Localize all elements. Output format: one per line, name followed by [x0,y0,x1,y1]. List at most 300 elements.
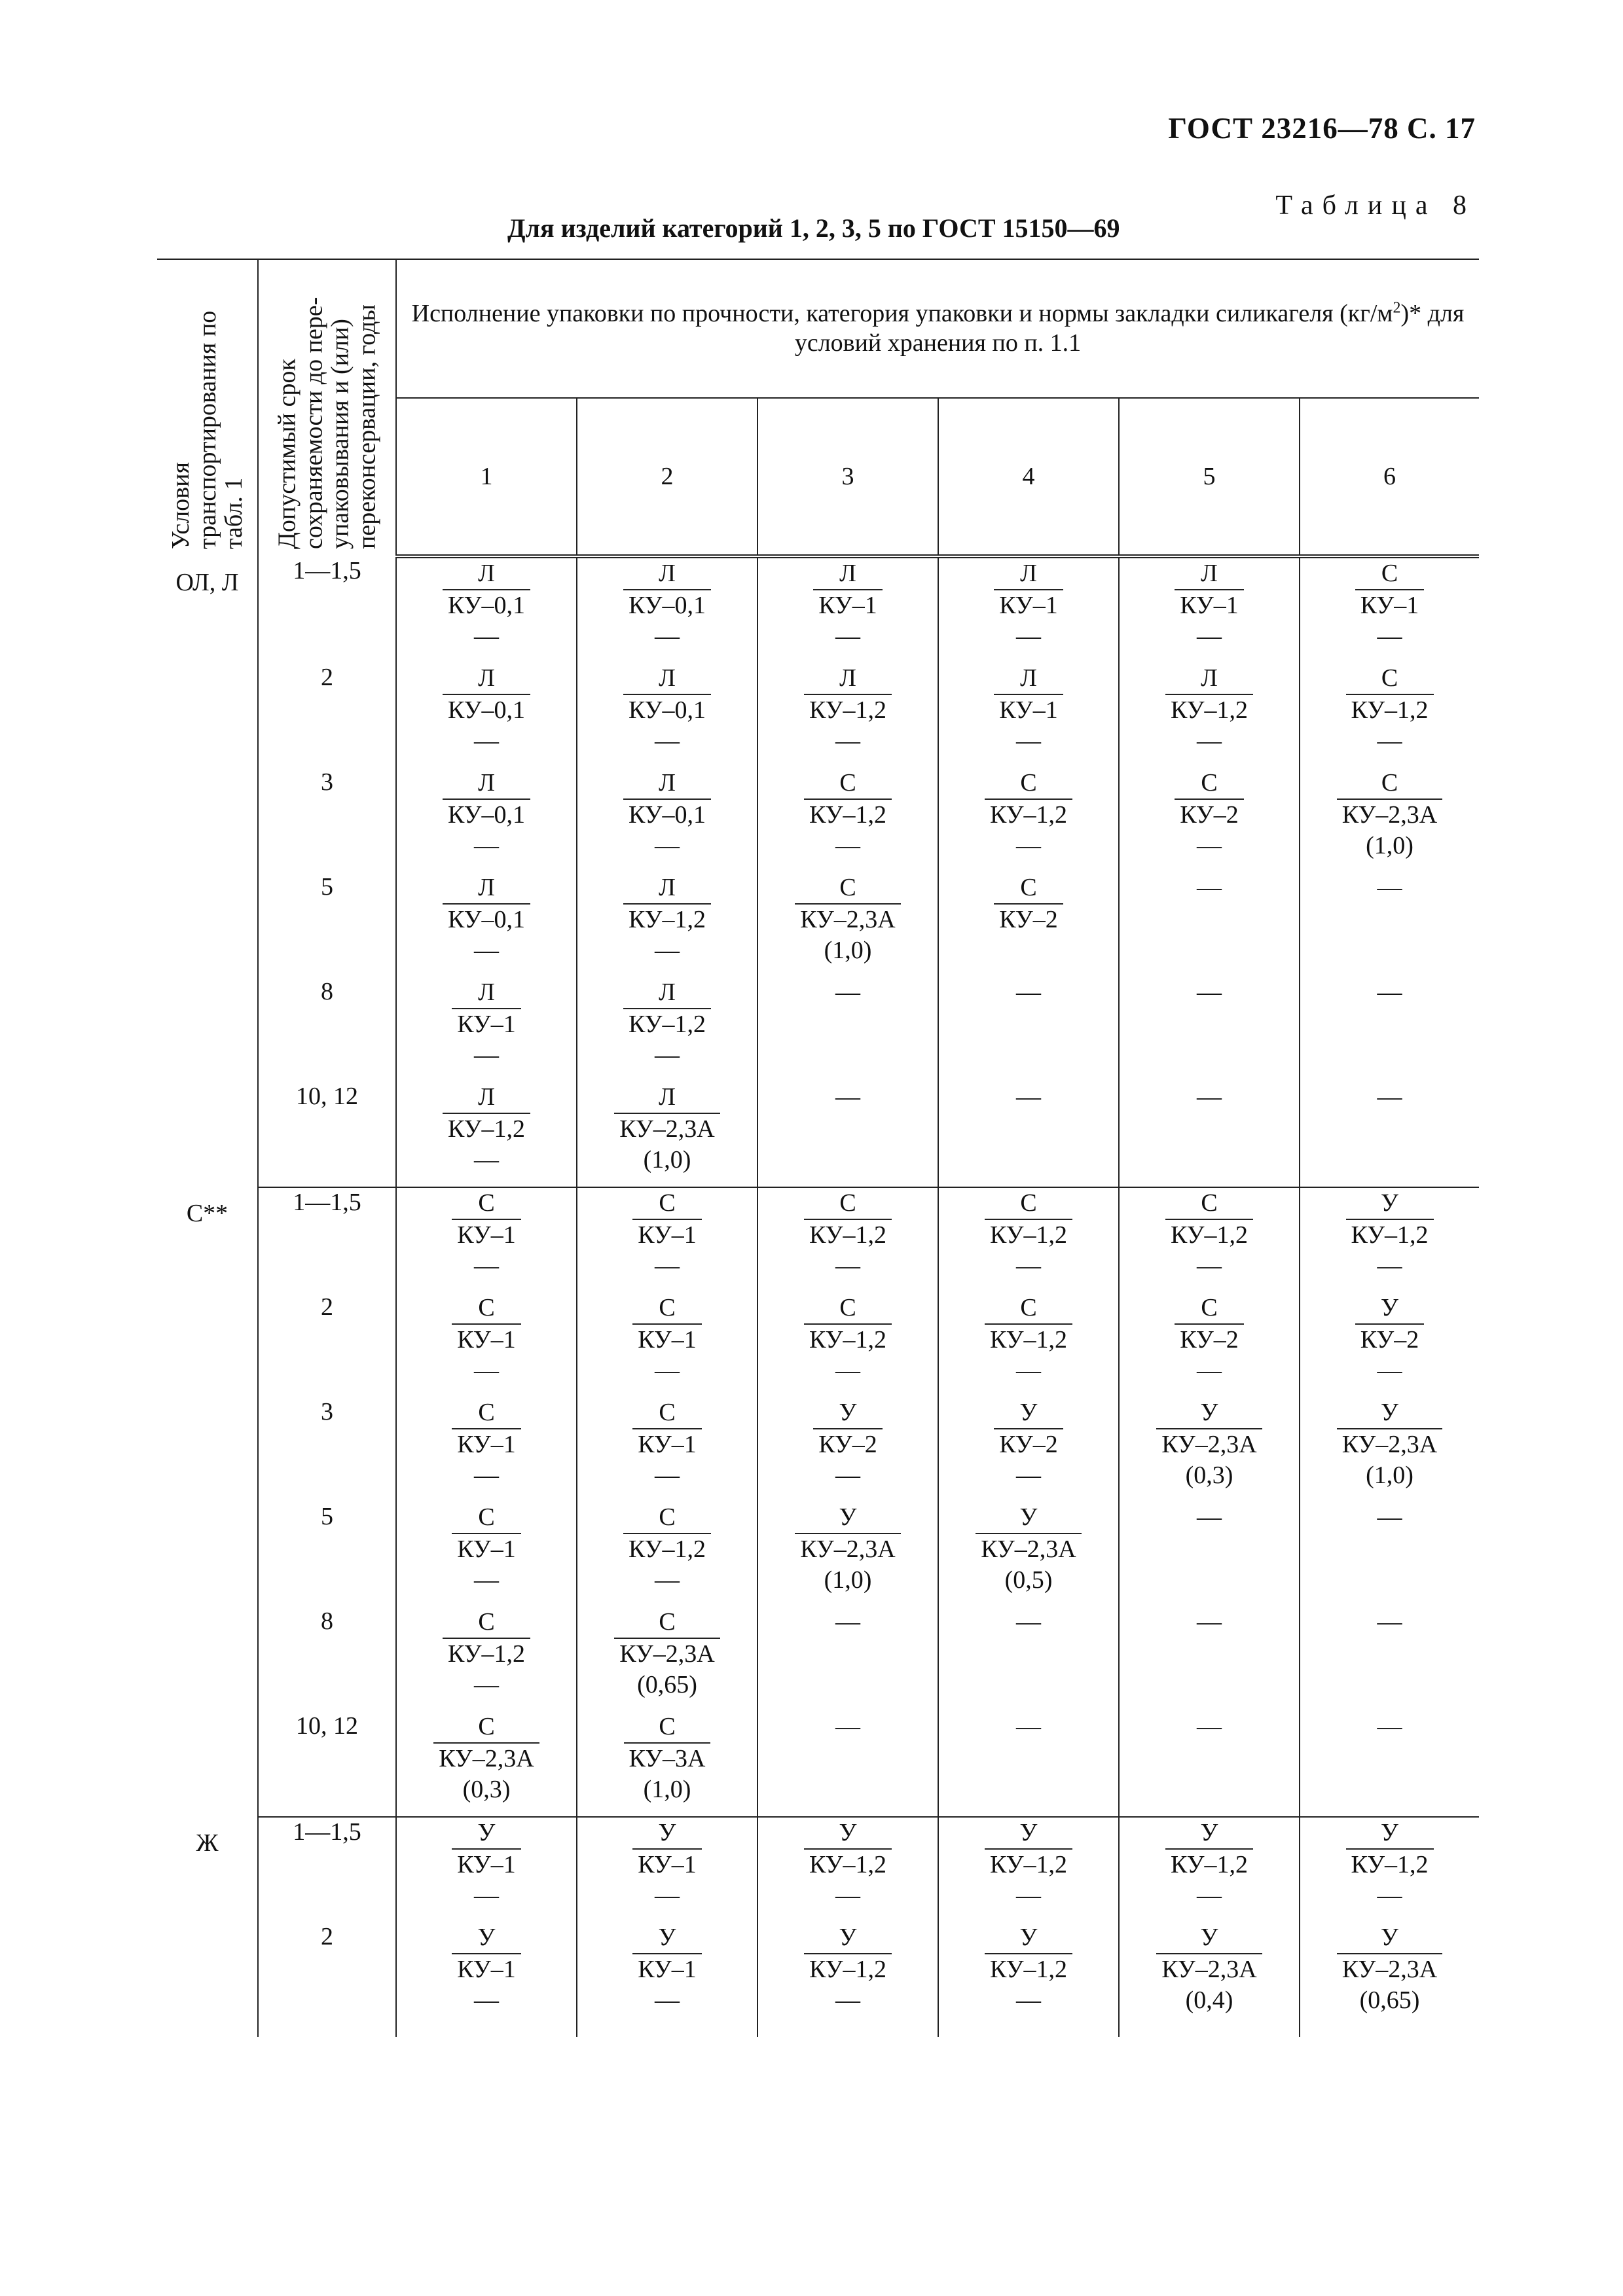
packing-strength: У [1200,1399,1218,1426]
silica-gel-norm: — [835,622,860,650]
packing-cell [757,1187,938,1293]
packing-fraction [624,1712,711,1805]
header-transport-conditions [157,259,258,556]
packing-fraction [623,663,711,757]
silica-gel-norm: — [474,1041,499,1069]
packing-fraction [443,558,530,652]
silica-gel-norm: (1,0) [1366,1462,1413,1489]
packing-category: КУ–1,2 [985,1953,1072,1985]
packing-cell [757,1712,938,1817]
packing-strength: С [1381,769,1398,797]
packing-category: КУ–2 [1175,798,1244,831]
packing-strength: С [478,1294,495,1321]
silica-gel-norm: — [1377,622,1402,650]
silica-gel-norm: — [835,1462,860,1489]
packing-fraction [632,1922,702,2016]
silica-gel-norm: — [655,1462,680,1489]
packing-strength: Л [478,978,495,1006]
packing-category: КУ–1,2 [804,1219,892,1251]
packing-strength: С [659,1294,676,1321]
packing-cell [396,556,577,663]
packing-strength: У [839,1924,857,1951]
silica-gel-norm: (1,0) [643,1776,691,1803]
silica-gel-norm: — [655,1041,680,1069]
empty-dash: — [1016,978,1041,1006]
empty-dash: — [1016,1608,1041,1636]
packing-category: КУ–1 [813,589,883,621]
packing-fraction [452,1818,521,1911]
packing-cell [757,1502,938,1607]
packing-fraction [443,663,530,757]
packing-fraction [1337,768,1442,861]
packing-strength: Л [1201,664,1218,692]
silica-gel-norm: — [1197,1882,1222,1909]
packing-cell [577,977,757,1082]
packing-category: КУ–2,3А [1156,1953,1262,1985]
packing-fraction [1156,1922,1262,2016]
storage-term: 8 [258,977,396,1082]
packing-strength: С [659,1608,676,1636]
silica-gel-norm: — [474,727,499,755]
packing-category: КУ–0,1 [443,694,530,726]
packing-fraction [1346,1188,1434,1282]
packing-strength: У [1381,1924,1398,1951]
packing-category: КУ–2,3А [1337,1428,1442,1460]
packing-fraction [452,977,521,1071]
packing-strength: У [1381,1399,1398,1426]
packing-fraction [994,558,1063,652]
packing-category: КУ–2,3А [795,1533,900,1565]
empty-dash: — [1377,1503,1402,1531]
packing-category: КУ–0,1 [443,589,530,621]
packing-strength: С [1020,769,1037,797]
packing-strength: С [839,1189,856,1217]
silica-gel-norm: — [1016,622,1041,650]
packing-cell [757,663,938,768]
packing-fraction [804,1188,892,1282]
silica-gel-norm: — [1016,1357,1041,1384]
packing-strength: У [839,1399,857,1426]
packing-fraction [1355,1293,1425,1386]
packing-cell [577,1922,757,2037]
transport-condition: ОЛ, Л [157,556,258,1187]
packing-category: КУ–0,1 [443,798,530,831]
table-body [157,556,1479,2037]
packing-category: КУ–2,3А [795,903,900,935]
packing-cell [938,1712,1119,1817]
packing-category: КУ–1 [452,1219,521,1251]
packing-cell [757,1397,938,1502]
packing-category: КУ–1,2 [804,798,892,831]
packing-strength: У [477,1819,496,1846]
packing-fraction [1165,1818,1253,1911]
packing-category: КУ–1 [632,1428,702,1460]
packing-strength: С [839,874,856,901]
packing-category: КУ–2 [813,1428,883,1460]
packing-cell [757,768,938,872]
packing-strength: Л [1020,664,1037,692]
empty-dash: — [1197,978,1222,1006]
packing-cell [938,1082,1119,1187]
packing-fraction [804,663,892,757]
packing-strength: С [659,1399,676,1426]
packing-cell [1119,977,1300,1082]
silica-gel-norm: — [835,727,860,755]
packing-fraction [985,1188,1072,1282]
silica-gel-norm: — [655,1566,680,1594]
packing-cell [938,1922,1119,2037]
packing-category: КУ–1 [632,1953,702,1985]
silica-gel-norm: — [1377,727,1402,755]
packing-cell [1300,1922,1479,2037]
packing-category: КУ–1,2 [1165,694,1253,726]
silica-gel-norm: — [655,1882,680,1909]
silica-gel-norm: — [835,1252,860,1280]
silica-gel-norm: — [835,832,860,859]
packing-fraction [443,1082,530,1175]
packing-cell [1119,1502,1300,1607]
packing-fraction [985,1922,1072,2016]
empty-dash: — [1197,1083,1222,1111]
packing-cell [577,1712,757,1817]
packing-fraction [1337,1397,1442,1491]
packing-category: КУ–1,2 [623,1533,711,1565]
silica-gel-norm: — [1197,832,1222,859]
packing-cell [1119,1187,1300,1293]
page-header: ГОСТ 23216—78 С. 17 [1168,112,1476,145]
packing-category: КУ–0,1 [623,798,711,831]
silica-gel-norm: — [655,622,680,650]
packing-cell [1300,1502,1479,1607]
storage-term: 8 [258,1607,396,1712]
packing-cell [1300,1607,1479,1712]
packing-cell [396,977,577,1082]
packing-cell [1300,1817,1479,1922]
table-row [157,872,1479,977]
packing-cell [757,1082,938,1187]
packing-strength: С [478,1399,495,1426]
packing-category: КУ–1 [452,1323,521,1355]
packing-fraction [985,1818,1072,1911]
silica-gel-norm: (1,0) [824,937,872,964]
packing-strength: Л [659,978,676,1006]
silica-gel-norm: — [1016,1462,1041,1489]
packing-fraction [433,1712,539,1805]
packing-cell [1300,556,1479,663]
packing-strength: С [1020,874,1037,901]
packing-strength: Л [659,874,676,901]
packing-cell [1119,872,1300,977]
packing-cell [1300,768,1479,872]
packing-category: КУ–1 [994,589,1063,621]
empty-dash: — [1016,1083,1041,1111]
packing-cell [1119,1712,1300,1817]
packing-category: КУ–1 [452,1953,521,1985]
packing-fraction [804,1922,892,2016]
packing-fraction [994,872,1063,935]
packing-cell [396,1607,577,1712]
packing-cell [757,1293,938,1397]
packing-cell [396,1082,577,1187]
packing-fraction [1175,558,1244,652]
table-row [157,1712,1479,1817]
packing-cell [1300,1187,1479,1293]
packing-cell [938,768,1119,872]
header-storage-term [258,259,396,556]
header-storage-4: 4 [938,398,1119,556]
packing-cell [396,1817,577,1922]
silica-gel-norm: (0,65) [1359,1986,1420,2014]
packing-fraction [1346,1818,1434,1911]
packing-cell [396,872,577,977]
silica-gel-norm: — [474,1882,499,1909]
packing-category: КУ–2 [994,903,1063,935]
packing-strength: С [478,1608,495,1636]
packing-strength: У [477,1924,496,1951]
silica-gel-norm: (0,4) [1185,1986,1233,2014]
packing-cell [938,977,1119,1082]
packing-strength: У [839,1503,857,1531]
silica-gel-norm: — [1197,727,1222,755]
empty-dash: — [1016,1713,1041,1740]
packing-strength: С [478,1189,495,1217]
packing-cell [757,1817,938,1922]
packing-category: КУ–2 [1175,1323,1244,1355]
packing-fraction [1355,558,1425,652]
packing-cell [757,1922,938,2037]
packing-fraction [804,1293,892,1386]
packing-strength: Л [478,560,495,587]
table-row [157,1187,1479,1293]
packing-fraction [623,768,711,861]
packing-category: КУ–1,2 [1346,1219,1434,1251]
silica-gel-norm: — [1377,1357,1402,1384]
empty-dash: — [835,1713,860,1740]
packing-cell [1119,1922,1300,2037]
packing-fraction [994,1397,1063,1491]
header-transport-text: Условия транспортирования по табл. 1 [166,310,247,549]
packing-category: КУ–3А [624,1742,711,1774]
packing-fraction [623,1502,711,1596]
storage-term: 5 [258,872,396,977]
packing-fraction [1175,1293,1244,1386]
packing-cell [1300,1293,1479,1397]
packing-strength: Л [1201,560,1218,587]
packing-cell [757,872,938,977]
packing-fraction [443,768,530,861]
packing-cell [1119,1397,1300,1502]
packing-strength: С [839,1294,856,1321]
packing-strength: Л [839,664,856,692]
packing-strength: У [1019,1503,1038,1531]
packing-fraction [994,663,1063,757]
empty-dash: — [1377,978,1402,1006]
header-packing [396,259,1479,398]
packing-cell [577,1293,757,1397]
packing-strength: У [1381,1294,1398,1321]
packing-category: КУ–0,1 [623,694,711,726]
table-row [157,1082,1479,1187]
silica-gel-norm: — [1016,832,1041,859]
packing-strength: Л [659,769,676,797]
packing-strength: Л [478,769,495,797]
packing-cell [577,1607,757,1712]
silica-gel-norm: — [1197,1252,1222,1280]
packing-strength: С [659,1713,676,1740]
table-row [157,663,1479,768]
packing-cell [1119,768,1300,872]
silica-gel-norm: — [655,832,680,859]
packing-fraction [1165,663,1253,757]
packing-category: КУ–1,2 [804,1323,892,1355]
packing-category: КУ–1,2 [804,1953,892,1985]
packing-cell [938,1502,1119,1607]
table-row [157,1397,1479,1502]
silica-gel-norm: (1,0) [1366,832,1413,859]
packing-strength: С [1020,1189,1037,1217]
packing-cell [396,1922,577,2037]
silica-gel-norm: — [474,1462,499,1489]
empty-dash: — [835,1608,860,1636]
packing-category: КУ–1,2 [985,1323,1072,1355]
packing-strength: У [1381,1819,1398,1846]
packing-cell [396,768,577,872]
header-storage-6: 6 [1300,398,1479,556]
packing-fraction [1337,1922,1442,2016]
silica-gel-norm: — [474,937,499,964]
silica-gel-norm: — [1377,1882,1402,1909]
table-caption: Для изделий категорий 1, 2, 3, 5 по ГОСТ 15150—69 [507,213,1120,243]
silica-gel-norm: — [655,1986,680,2014]
storage-term: 1—1,5 [258,1817,396,1922]
storage-term: 2 [258,1293,396,1397]
packing-cell [1119,1607,1300,1712]
packing-fraction [1346,663,1434,757]
silica-gel-norm: — [655,727,680,755]
packing-fraction [1165,1188,1253,1282]
packing-fraction [443,1607,530,1700]
packing-fraction [614,1607,720,1700]
packing-category: КУ–1,2 [985,798,1072,831]
storage-term: 1—1,5 [258,1187,396,1293]
empty-dash: — [1377,1608,1402,1636]
packing-fraction [632,1293,702,1386]
table-row [157,1922,1479,2037]
packing-fraction [632,1397,702,1491]
silica-gel-norm: — [1016,727,1041,755]
silica-gel-norm: — [474,832,499,859]
silica-gel-norm: — [474,1252,499,1280]
silica-gel-norm: — [1016,1986,1041,2014]
silica-gel-norm: — [1377,1252,1402,1280]
silica-gel-norm: (0,3) [462,1776,511,1803]
storage-term: 2 [258,1922,396,2037]
packing-category: КУ–1,2 [1165,1219,1253,1251]
packing-fraction [804,768,892,861]
packing-strength: У [1381,1189,1398,1217]
storage-term: 10, 12 [258,1712,396,1817]
packing-category: КУ–1,2 [1346,1848,1434,1880]
packing-fraction [452,1188,521,1282]
table-row [157,1817,1479,1922]
packing-category: КУ–1,2 [985,1219,1072,1251]
packing-strength: С [1201,1294,1218,1321]
packing-cell [577,872,757,977]
packing-category: КУ–1,2 [623,1008,711,1040]
packing-strength: У [1200,1819,1218,1846]
packing-category: КУ–2,3А [1337,1953,1442,1985]
silica-gel-norm: — [474,1671,499,1698]
packing-strength: У [658,1819,676,1846]
silica-gel-norm: — [474,622,499,650]
packing-strength: У [1200,1924,1218,1951]
packing-category: КУ–2,3А [976,1533,1081,1565]
packing-cell [577,663,757,768]
packing-category: КУ–1,2 [623,903,711,935]
silica-gel-norm: (1,0) [643,1146,691,1174]
packing-strength: С [659,1189,676,1217]
packing-strength: С [1381,664,1398,692]
packing-cell [938,1817,1119,1922]
packing-fraction [452,1397,521,1491]
packing-cell [757,1607,938,1712]
packing-category: КУ–1 [452,1428,521,1460]
packing-strength: С [1201,769,1218,797]
packing-fraction [632,1188,702,1282]
packing-category: КУ–1 [452,1533,521,1565]
packing-fraction [443,872,530,966]
packing-strength: У [1019,1819,1038,1846]
packing-category: КУ–1,2 [804,1848,892,1880]
empty-dash: — [835,978,860,1006]
packing-category: КУ–1 [1175,589,1244,621]
silica-gel-norm: — [655,1357,680,1384]
silica-gel-norm: — [1016,1252,1041,1280]
packing-strength: С [478,1713,495,1740]
packing-cell [577,556,757,663]
header-packing-text: Исполнение упаковки по прочности, категория упаковки и нормы закладки силикагеля $(кг/м^2)*$ для условий хранения по п. 1.1 [411,299,1465,357]
packing-category: КУ–1,2 [804,694,892,726]
storage-term: 2 [258,663,396,768]
packing-strength: С [478,1503,495,1531]
packing-category: КУ–2 [994,1428,1063,1460]
packing-strength: С [1381,560,1398,587]
packing-fraction [623,977,711,1071]
packing-category: КУ–2,3А [614,1638,720,1670]
packing-category: КУ–1,2 [1346,694,1434,726]
packing-table [157,259,1479,2037]
packing-cell [1119,1293,1300,1397]
packing-category: КУ–1 [452,1848,521,1880]
empty-dash: — [1197,1608,1222,1636]
packing-cell [577,1187,757,1293]
silica-gel-norm: (0,65) [637,1671,697,1698]
packing-cell [577,1397,757,1502]
packing-cell [396,1187,577,1293]
silica-gel-norm: (1,0) [824,1566,872,1594]
packing-strength: Л [659,664,676,692]
packing-cell [938,1607,1119,1712]
packing-category: КУ–1,2 [985,1848,1072,1880]
packing-strength: Л [659,1083,676,1111]
packing-category: КУ–1,2 [443,1113,530,1145]
table-row [157,1293,1479,1397]
packing-cell [938,663,1119,768]
packing-cell [1300,1712,1479,1817]
packing-strength: У [1019,1924,1038,1951]
storage-term: 1—1,5 [258,556,396,663]
packing-category: КУ–2,3А [433,1742,539,1774]
